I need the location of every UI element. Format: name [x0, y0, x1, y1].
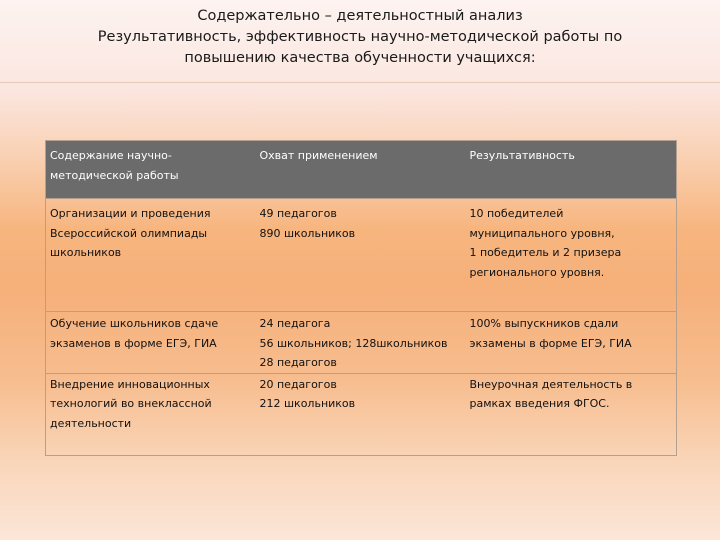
cell-content — [46, 312, 256, 374]
cell-line: Всероссийской олимпиады — [50, 226, 208, 240]
cell-line: Внеурочная деятельность в — [469, 377, 633, 391]
cell-line: 24 педагога — [259, 317, 331, 330]
cell-result — [466, 373, 677, 455]
title-line-3: повышению качества обученности учащихся: — [184, 50, 536, 66]
header-result — [466, 141, 677, 199]
cell-line: 1 победитель и 2 призера — [469, 246, 622, 259]
header-content-line: Содержание научно- — [50, 149, 172, 162]
cell-result — [466, 312, 677, 374]
cell-line: 20 педагогов — [259, 377, 337, 391]
header-content — [46, 141, 256, 199]
cell-line: Обучение школьников сдаче — [50, 317, 219, 330]
cell-line: экзаменов в форме ЕГЭ, ГИА — [50, 336, 217, 350]
cell-line: школьников — [50, 246, 122, 259]
cell-content — [46, 373, 256, 455]
cell-coverage — [256, 199, 466, 312]
header-coverage-line: Охват применением — [259, 149, 378, 162]
header-result-line: Результативность — [469, 149, 575, 162]
cell-coverage — [256, 312, 466, 374]
title-line-1: Содержательно – деятельностный анализ — [197, 8, 523, 24]
slide-title — [0, 6, 720, 69]
cell-coverage — [256, 373, 466, 455]
title-line-2: Результативность, эффективность научно-методической работы по — [97, 29, 623, 45]
cell-line: 890 школьников — [259, 226, 356, 240]
cell-line: технологий во внеклассной — [50, 397, 212, 410]
cell-line: деятельности — [50, 416, 132, 430]
cell-line: экзамены в форме ЕГЭ, ГИА — [469, 336, 632, 350]
cell-line: 10 победителей — [469, 207, 564, 220]
analysis-table — [45, 140, 677, 456]
cell-line: 49 педагогов — [259, 207, 337, 220]
cell-line: Организации и проведения — [50, 207, 211, 220]
cell-line: Внедрение инновационных — [50, 377, 210, 391]
cell-content — [46, 199, 256, 312]
cell-line: 56 школьников; 128школьников — [259, 336, 448, 350]
cell-line: регионального уровня. — [469, 265, 605, 279]
table-row — [46, 373, 677, 455]
cell-line: 100% выпускников сдали — [469, 317, 619, 330]
cell-line: рамках введения ФГОС. — [469, 397, 610, 410]
table-row — [46, 199, 677, 312]
header-coverage — [256, 141, 466, 199]
table-row — [46, 312, 677, 374]
table-header-row — [46, 141, 677, 199]
cell-line: 212 школьников — [259, 397, 356, 410]
cell-result — [466, 199, 677, 312]
cell-line: 28 педагогов — [259, 356, 337, 369]
title-divider — [0, 82, 720, 83]
cell-line: муниципального уровня, — [469, 226, 615, 240]
header-content-line: методической работы — [50, 168, 179, 182]
